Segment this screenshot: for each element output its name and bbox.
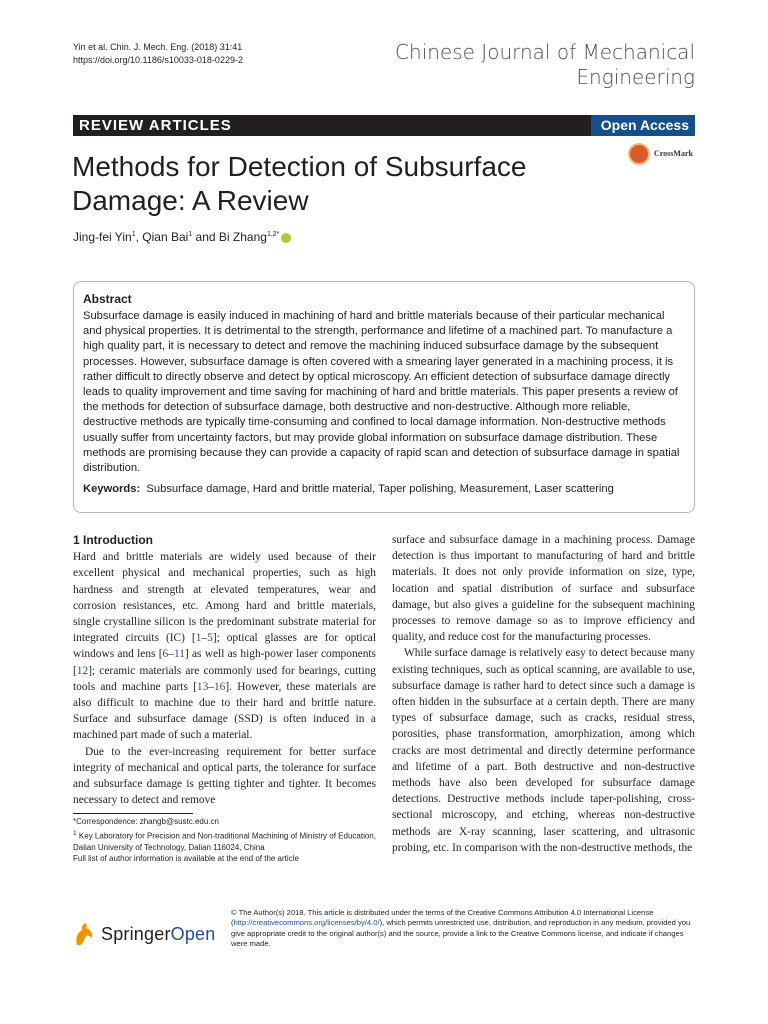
citation-link[interactable]: 6 — [162, 648, 169, 661]
citation-link[interactable]: 13 — [196, 680, 209, 693]
citation-link[interactable]: 5 — [207, 632, 213, 645]
text-run: ]; optical glasses are for optical windows and lens [ — [73, 632, 376, 661]
author-separator: and — [192, 230, 219, 244]
correspondence-line[interactable]: *Correspondence: zhangb@sustc.edu.cn — [73, 817, 219, 826]
springer-horse-icon — [73, 921, 95, 947]
crossmark-icon — [628, 143, 650, 165]
author-name[interactable]: Bi Zhang — [218, 230, 267, 244]
article-type-label: REVIEW ARTICLES — [79, 117, 232, 134]
author-name[interactable]: Jing-fei Yin — [73, 230, 132, 244]
keywords-line — [83, 482, 685, 497]
publisher-name-main: Springer — [101, 924, 171, 944]
category-bar — [73, 115, 695, 136]
affiliation-line — [73, 828, 376, 854]
article-title-line2: Damage: A Review — [72, 185, 309, 216]
license-link[interactable]: http://creativecommons.org/licenses/by/4.0/ — [233, 918, 380, 928]
body-paragraph: While surface damage is relatively easy to detect because many existing techniques, such as optical scanning, are available to use, subsurface damage is rather hard to detect since such a damage is often hidden in the subsurface at a certain depth. There are many types of subsurface damage, such as cracks, residual stress, porosities, phase transformation, amorphization, among which cracks are most detrimental and directly determine performance and lifetime of a part. Both destructive and non-destructive methods have also been developed for subsurface damage detections. Destructive methods include taper-polishing, cross-sectional microscopy, and etching, whereas non-destructive methods are X-ray scanning, laser scattering, and ultrasonic probing, etc. In comparison with the non-destructive methods, the — [392, 647, 695, 854]
crossmark-button[interactable] — [628, 143, 698, 167]
crossmark-label: CrossMark — [654, 149, 693, 158]
body-paragraph: surface and subsurface damage in a machining process. Damage detection is thus important to manufacturing of hard and brittle materials. It does not only provide information on size, type, location and spatial distribution of surface and subsurface damage, but also gives a guideline for the subsequent machining processes to remove damage so as to improve efficiency and quality, and reduce cost for the manufacturing processes. — [392, 534, 695, 644]
affiliation-marker: 1,2* — [266, 231, 280, 238]
keywords-list: Subsurface damage, Hard and brittle material, Taper polishing, Measurement, Laser scattering — [146, 483, 614, 496]
affiliation-marker: 1 — [73, 829, 77, 837]
abstract-box — [73, 281, 695, 513]
publisher-name — [101, 924, 215, 945]
publisher-name-suffix: Open — [170, 924, 216, 944]
article-title-line1: Methods for Detection of Subsurface — [72, 151, 527, 182]
license-run: ), which permits unrestricted use, distribution, and reproduction in any medium, provided you give appropriate credit to the original author(s) and the source, provide a link to the Creative Commons license, and indicate if changes were made. — [231, 918, 691, 949]
affiliation-marker: 1 — [131, 231, 136, 238]
license-text — [231, 908, 697, 950]
text-run: ]. However, these materials are also difficult to machine due to their hard and brittle nature. Surface and subsurface damage (SSD) is often induced in a machined part made of such a material. — [73, 680, 376, 742]
journal-name-line1: Chinese Journal of Mechanical — [395, 40, 695, 64]
citation-link[interactable]: 11 — [173, 648, 185, 661]
section-heading: 1 Introduction — [73, 533, 153, 547]
affiliation-text: Key Laboratory for Precision and Non-traditional Machining of Ministry of Education, Dalian University of Technology, Dalian 116024, China — [73, 831, 376, 852]
footnote-divider — [73, 813, 193, 814]
author-list — [73, 230, 291, 244]
open-access-badge: Open Access — [591, 115, 695, 136]
abstract-text: Subsurface damage is easily induced in machining of hard and brittle materials because of their particular mechanical and physical properties. It is detrimental to the strength, performance and lifetime of a machined part. To manufacture a high quality part, it is necessary to detect and remove the machining induced subsurface damage by the subsequent processes. However, subsurface damage is often covered with a smearing layer generated in a machining process, it is rather difficult to directly observe and detect by optical microscopy. An efficient detection of subsurface damage directly leads to quality improvement and time saving for machining of hard and brittle materials. This paper presents a review of the methods for detection of subsurface damage, both destructive and non-destructive. Although more reliable, destructive methods are typically time-consuming and confined to local damage information. Non-destructive methods usually suffer from uncertainty factors, but may provide global information on subsurface damage distribution. These methods are promising because they can provide a capacity of rapid scan and detection of subsurface damage in spatial distribution. — [83, 310, 680, 475]
text-run: – — [201, 632, 208, 645]
text-run: ]; ceramic materials are commonly used for bearings, cutting tools and machine parts [ — [73, 664, 376, 693]
author-name[interactable]: Qian Bai — [142, 230, 189, 244]
license-run: © The Author(s) 2018. This article is distributed under the terms of the Creative Commons Attribution 4.0 International License ( — [231, 908, 654, 928]
author-separator: , — [135, 230, 143, 244]
body-column-right — [392, 532, 695, 856]
springer-open-logo — [73, 918, 223, 954]
citation-link[interactable]: 12 — [76, 664, 89, 677]
citation-link[interactable]: 1 — [195, 632, 202, 645]
journal-name-line2: Engineering — [576, 65, 695, 89]
keywords-label: Keywords: — [83, 483, 141, 496]
citation-block — [73, 41, 243, 67]
citation-link[interactable]: 16 — [213, 680, 226, 693]
author-info-note: Full list of author information is available at the end of the article — [73, 854, 299, 864]
body-column-left — [73, 532, 376, 808]
text-run: – — [208, 680, 214, 693]
abstract-heading: Abstract — [83, 292, 132, 306]
footnotes — [73, 816, 376, 865]
journal-name — [365, 40, 695, 90]
doi-link[interactable]: https://doi.org/10.1186/s10033-018-0229-2 — [73, 55, 243, 65]
body-paragraph — [73, 549, 376, 743]
text-run: – — [168, 648, 174, 661]
article-title — [72, 150, 612, 218]
citation-line: Yin et al. Chin. J. Mech. Eng. (2018) 31:41 — [73, 42, 243, 52]
body-paragraph: Due to the ever-increasing requirement for better surface integrity of mechanical and optical parts, the tolerance for surface and subsurface damage is getting tighter and tighter. It becomes necessary to detect and remove — [73, 745, 376, 807]
affiliation-marker: 1 — [188, 231, 193, 238]
text-run: ] as well as high-power laser components [ — [73, 648, 376, 677]
text-run: Hard and brittle materials are widely used because of their excellent physical and mechanical properties, such as high hardness and strength at elevated temperatures, wear and corrosion resistances, etc. Among hard and brittle materials, single crystalline silicon is the predominant substrate material for integrated circuits (IC) [ — [73, 551, 376, 645]
orcid-icon[interactable] — [281, 233, 291, 243]
